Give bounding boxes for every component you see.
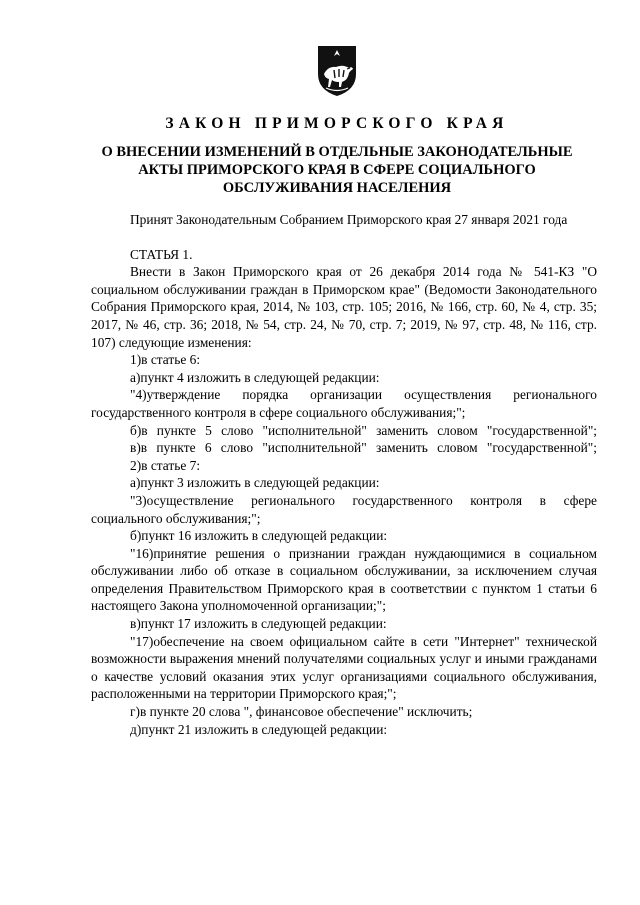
- list-item: 1)в статье 6:: [130, 352, 201, 368]
- list-item: в)пункт 17 изложить в следующей редакции:: [130, 616, 387, 632]
- list-item: б)пункт 16 изложить в следующей редакции:: [130, 528, 388, 544]
- subtitle-line: ОБСЛУЖИВАНИЯ НАСЕЛЕНИЯ: [222, 180, 452, 196]
- subtitle-line: АКТЫ ПРИМОРСКОГО КРАЯ В СФЕРЕ СОЦИАЛЬНОГО: [138, 162, 536, 178]
- list-item: а)пункт 3 изложить в следующей редакции:: [130, 475, 380, 491]
- law-title: ЗАКОН ПРИМОРСКОГО КРАЯ: [165, 115, 509, 132]
- list-item: г)в пункте 20 слова ", финансовое обеспечение" исключить;: [130, 704, 473, 720]
- subtitle-line: О ВНЕСЕНИИ ИЗМЕНЕНИЙ В ОТДЕЛЬНЫЕ ЗАКОНОДАТЕЛЬНЫЕ: [101, 144, 573, 160]
- list-item: "16)принятие решения о признании граждан нуждающимися в социальном обслуживании либо об отказе в социальном обслуживании, за исключением случая определения Правительством Приморского края в соответствии с пунктом 1 статьи 6 настоящего Закона уполномоченной организации;";: [91, 545, 597, 614]
- list-item: "4)утверждение порядка организации осуществления регионального государственного контроля в сфере социального обслуживания;";: [91, 387, 597, 420]
- article-heading: СТАТЬЯ 1.: [130, 246, 193, 262]
- list-item: "3)осуществление регионального государственного контроля в сфере социального обслуживания;";: [91, 492, 597, 526]
- list-item: а)пункт 4 изложить в следующей редакции:: [130, 369, 380, 385]
- list-item: б)в пункте 5 слово "исполнительной" заменить словом "государственной";: [130, 422, 597, 438]
- article-intro: Внести в Закон Приморского края от 26 декабря 2014 года № 541-КЗ "О социальном обслуживании граждан в Приморском крае" (Ведомости Законодательного Собрания Приморского края, 2014, № 103, стр. 105; 2016, № 166, стр. 60, № 4, стр. 35; 2017, № 46, стр. 36; 2018, № 54, стр. 24, № 70, стр. 7; 2019, № 97, стр. 48, № 116, стр. 107) следующие изменения:: [91, 264, 597, 350]
- list-item: 2)в статье 7:: [130, 457, 201, 473]
- list-item: д)пункт 21 изложить в следующей редакции:: [130, 721, 388, 737]
- coat-of-arms-icon: [316, 44, 358, 98]
- law-subtitle: [84, 143, 590, 197]
- document-body: [91, 211, 597, 738]
- adoption-note: Принят Законодательным Собранием Приморского края 27 января 2021 года: [130, 212, 568, 227]
- list-item: "17)обеспечение на своем официальном сайте в сети "Интернет" технической возможности выражения мнений получателями социальных услуг и иными гражданами о качестве условий оказания этих услуг организациями социального обслуживания, расположенными на территории Приморского края;";: [91, 633, 597, 702]
- list-item: в)в пункте 6 слово "исполнительной" заменить словом "государственной";: [130, 440, 597, 456]
